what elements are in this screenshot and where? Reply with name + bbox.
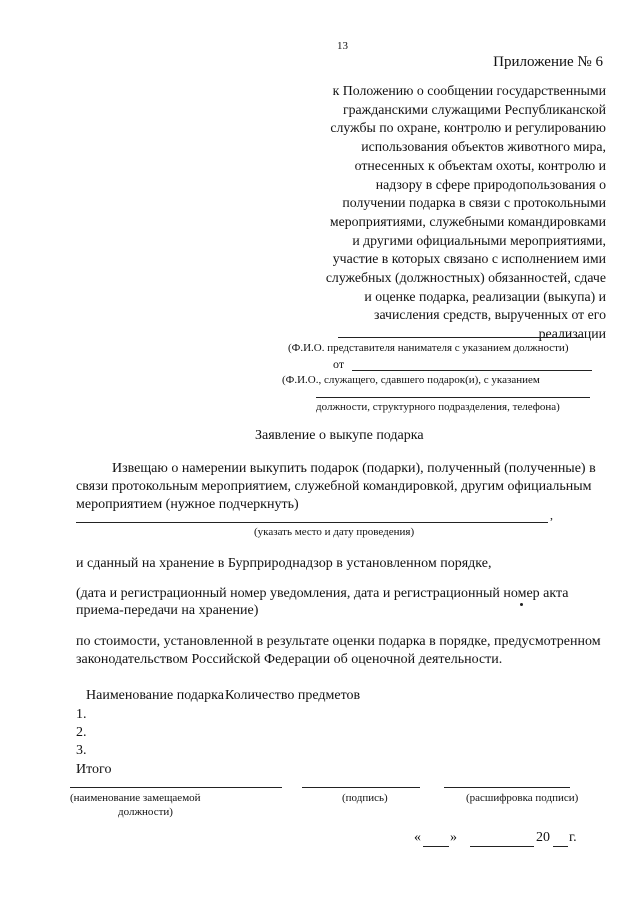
regulation-reference bbox=[300, 82, 606, 344]
employee-caption: (Ф.И.О., служащего, сдавшего подарок(и), с указанием bbox=[282, 374, 540, 386]
regulation-line: служебных (должностных) обязанностей, сдаче bbox=[325, 270, 606, 286]
items-row-number: 2. bbox=[76, 725, 87, 740]
position-caption: (наименование замещаемой bbox=[70, 792, 201, 804]
body-paragraph-line: Извещаю о намерении выкупить подарок (подарки), полученный (полученные) в bbox=[112, 461, 596, 476]
items-row-number: 3. bbox=[76, 743, 87, 758]
date-close-quote: » bbox=[450, 830, 457, 845]
regulation-line: использования объектов животного мира, bbox=[361, 139, 606, 155]
regulation-line: и оценке подарка, реализации (выкупа) и bbox=[364, 288, 606, 304]
body-paragraph-line: (дата и регистрационный номер уведомления, дата и регистрационный номер акта bbox=[76, 586, 569, 601]
employee-line-2 bbox=[316, 397, 590, 398]
date-year-suffix: г. bbox=[569, 830, 577, 845]
date-month-line bbox=[470, 846, 534, 847]
items-total-label: Итого bbox=[76, 762, 112, 777]
place-date-comma: , bbox=[550, 508, 553, 522]
body-paragraph-line: по стоимости, установленной в результате оценки подарка в порядке, предусмотренном bbox=[76, 634, 601, 649]
speck-mark bbox=[520, 603, 523, 606]
employee-line bbox=[352, 370, 592, 371]
appendix-label: Приложение № 6 bbox=[493, 54, 603, 70]
date-day-line bbox=[423, 846, 449, 847]
employer-rep-line bbox=[338, 337, 584, 338]
regulation-line: отнесенных к объектам охоты, контролю и bbox=[354, 157, 606, 173]
place-date-caption: (указать место и дату проведения) bbox=[254, 526, 415, 538]
regulation-line: и другими официальными мероприятиями, bbox=[352, 232, 606, 248]
body-paragraph-line: приема-передачи на хранение) bbox=[76, 603, 259, 618]
regulation-line: участие в которых связано с исполнением ими bbox=[332, 251, 606, 267]
position-caption-2: должности) bbox=[118, 806, 173, 818]
signature-line bbox=[302, 787, 420, 788]
place-date-line bbox=[76, 522, 548, 523]
items-header-quantity: Количество предметов bbox=[225, 688, 361, 703]
body-paragraph-line: связи протокольным мероприятием, служебной командировкой, другим официальным bbox=[76, 479, 592, 494]
regulation-line: службы по охране, контролю и регулированию bbox=[330, 120, 606, 136]
regulation-line: мероприятиями, служебными командировками bbox=[329, 213, 606, 229]
date-year-prefix: 20 bbox=[536, 830, 550, 845]
signature-caption: (подпись) bbox=[342, 792, 388, 804]
employer-rep-caption: (Ф.И.О. представителя нанимателя с указанием должности) bbox=[288, 342, 569, 354]
items-header-name: Наименование подарка bbox=[86, 688, 224, 703]
date-open-quote: « bbox=[414, 830, 421, 845]
document-title: Заявление о выкупе подарка bbox=[255, 428, 424, 443]
body-paragraph-line: и сданный на хранение в Бурприроднадзор в установленном порядке, bbox=[76, 556, 492, 571]
employee-caption-2: должности, структурного подразделения, телефона) bbox=[316, 401, 560, 413]
regulation-line: получении подарка в связи с протокольными bbox=[342, 195, 606, 211]
page-number: 13 bbox=[337, 40, 348, 52]
regulation-line: гражданскими служащими Республиканской bbox=[342, 101, 606, 117]
decode-line bbox=[444, 787, 570, 788]
regulation-line: к Положению о сообщении государственными bbox=[332, 83, 606, 98]
body-paragraph-line: законодательством Российской Федерации об оценочной деятельности. bbox=[76, 652, 503, 667]
regulation-line: надзору в сфере природопользования о bbox=[375, 176, 606, 192]
position-line bbox=[70, 787, 282, 788]
regulation-line: реализации bbox=[538, 326, 606, 342]
body-paragraph-line: мероприятием (нужное подчеркнуть) bbox=[76, 497, 299, 512]
regulation-line: зачисления средств, вырученных от его bbox=[374, 307, 606, 323]
from-label: от bbox=[333, 357, 345, 371]
decode-caption: (расшифровка подписи) bbox=[466, 792, 579, 804]
date-year-line bbox=[553, 846, 568, 847]
items-row-number: 1. bbox=[76, 707, 87, 722]
